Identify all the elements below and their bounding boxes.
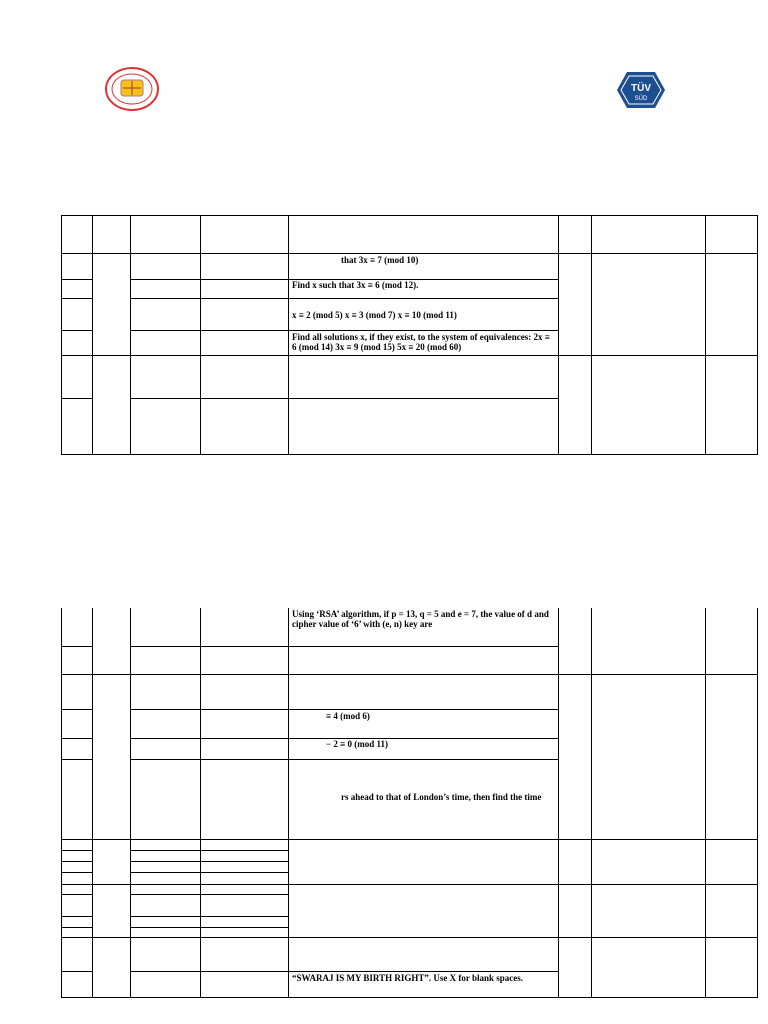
table1-question-1: that 3x ≡ 7 (mod 10) <box>341 255 419 265</box>
table2-question-2: ≡ 4 (mod 6) <box>326 711 370 721</box>
table1-question-2: Find x such that 3x ≡ 6 (mod 12). <box>292 280 419 290</box>
table1-question-4-line2: 6 (mod 14) 3x ≡ 9 (mod 15) 5x ≡ 20 (mod 60) <box>292 342 462 352</box>
tuv-badge-text: TÜV <box>631 83 651 94</box>
tuv-badge-subtext: SÜD <box>634 96 648 102</box>
table2-question-4: rs ahead to that of London’s time, then find the time <box>341 792 542 802</box>
table1-question-4-line1: Find all solutions x, if they exist, to the system of equivalences: 2x ≡ <box>292 332 550 342</box>
table1-question-3: x ≡ 2 (mod 5) x ≡ 3 (mod 7) x ≡ 10 (mod 11) <box>292 310 457 320</box>
table2-question-3: − 2 ≡ 0 (mod 11) <box>326 739 389 749</box>
table2-question-1-line2: cipher value of ‘6’ with (e, n) key are <box>292 619 433 629</box>
table2-question-1-line1: Using ‘RSA’ algorithm, if p = 13, q = 5 and e = 7, the value of d and <box>292 609 549 619</box>
table2-question-5: “SWARAJ IS MY BIRTH RIGHT”. Use X for blank spaces. <box>292 973 523 983</box>
